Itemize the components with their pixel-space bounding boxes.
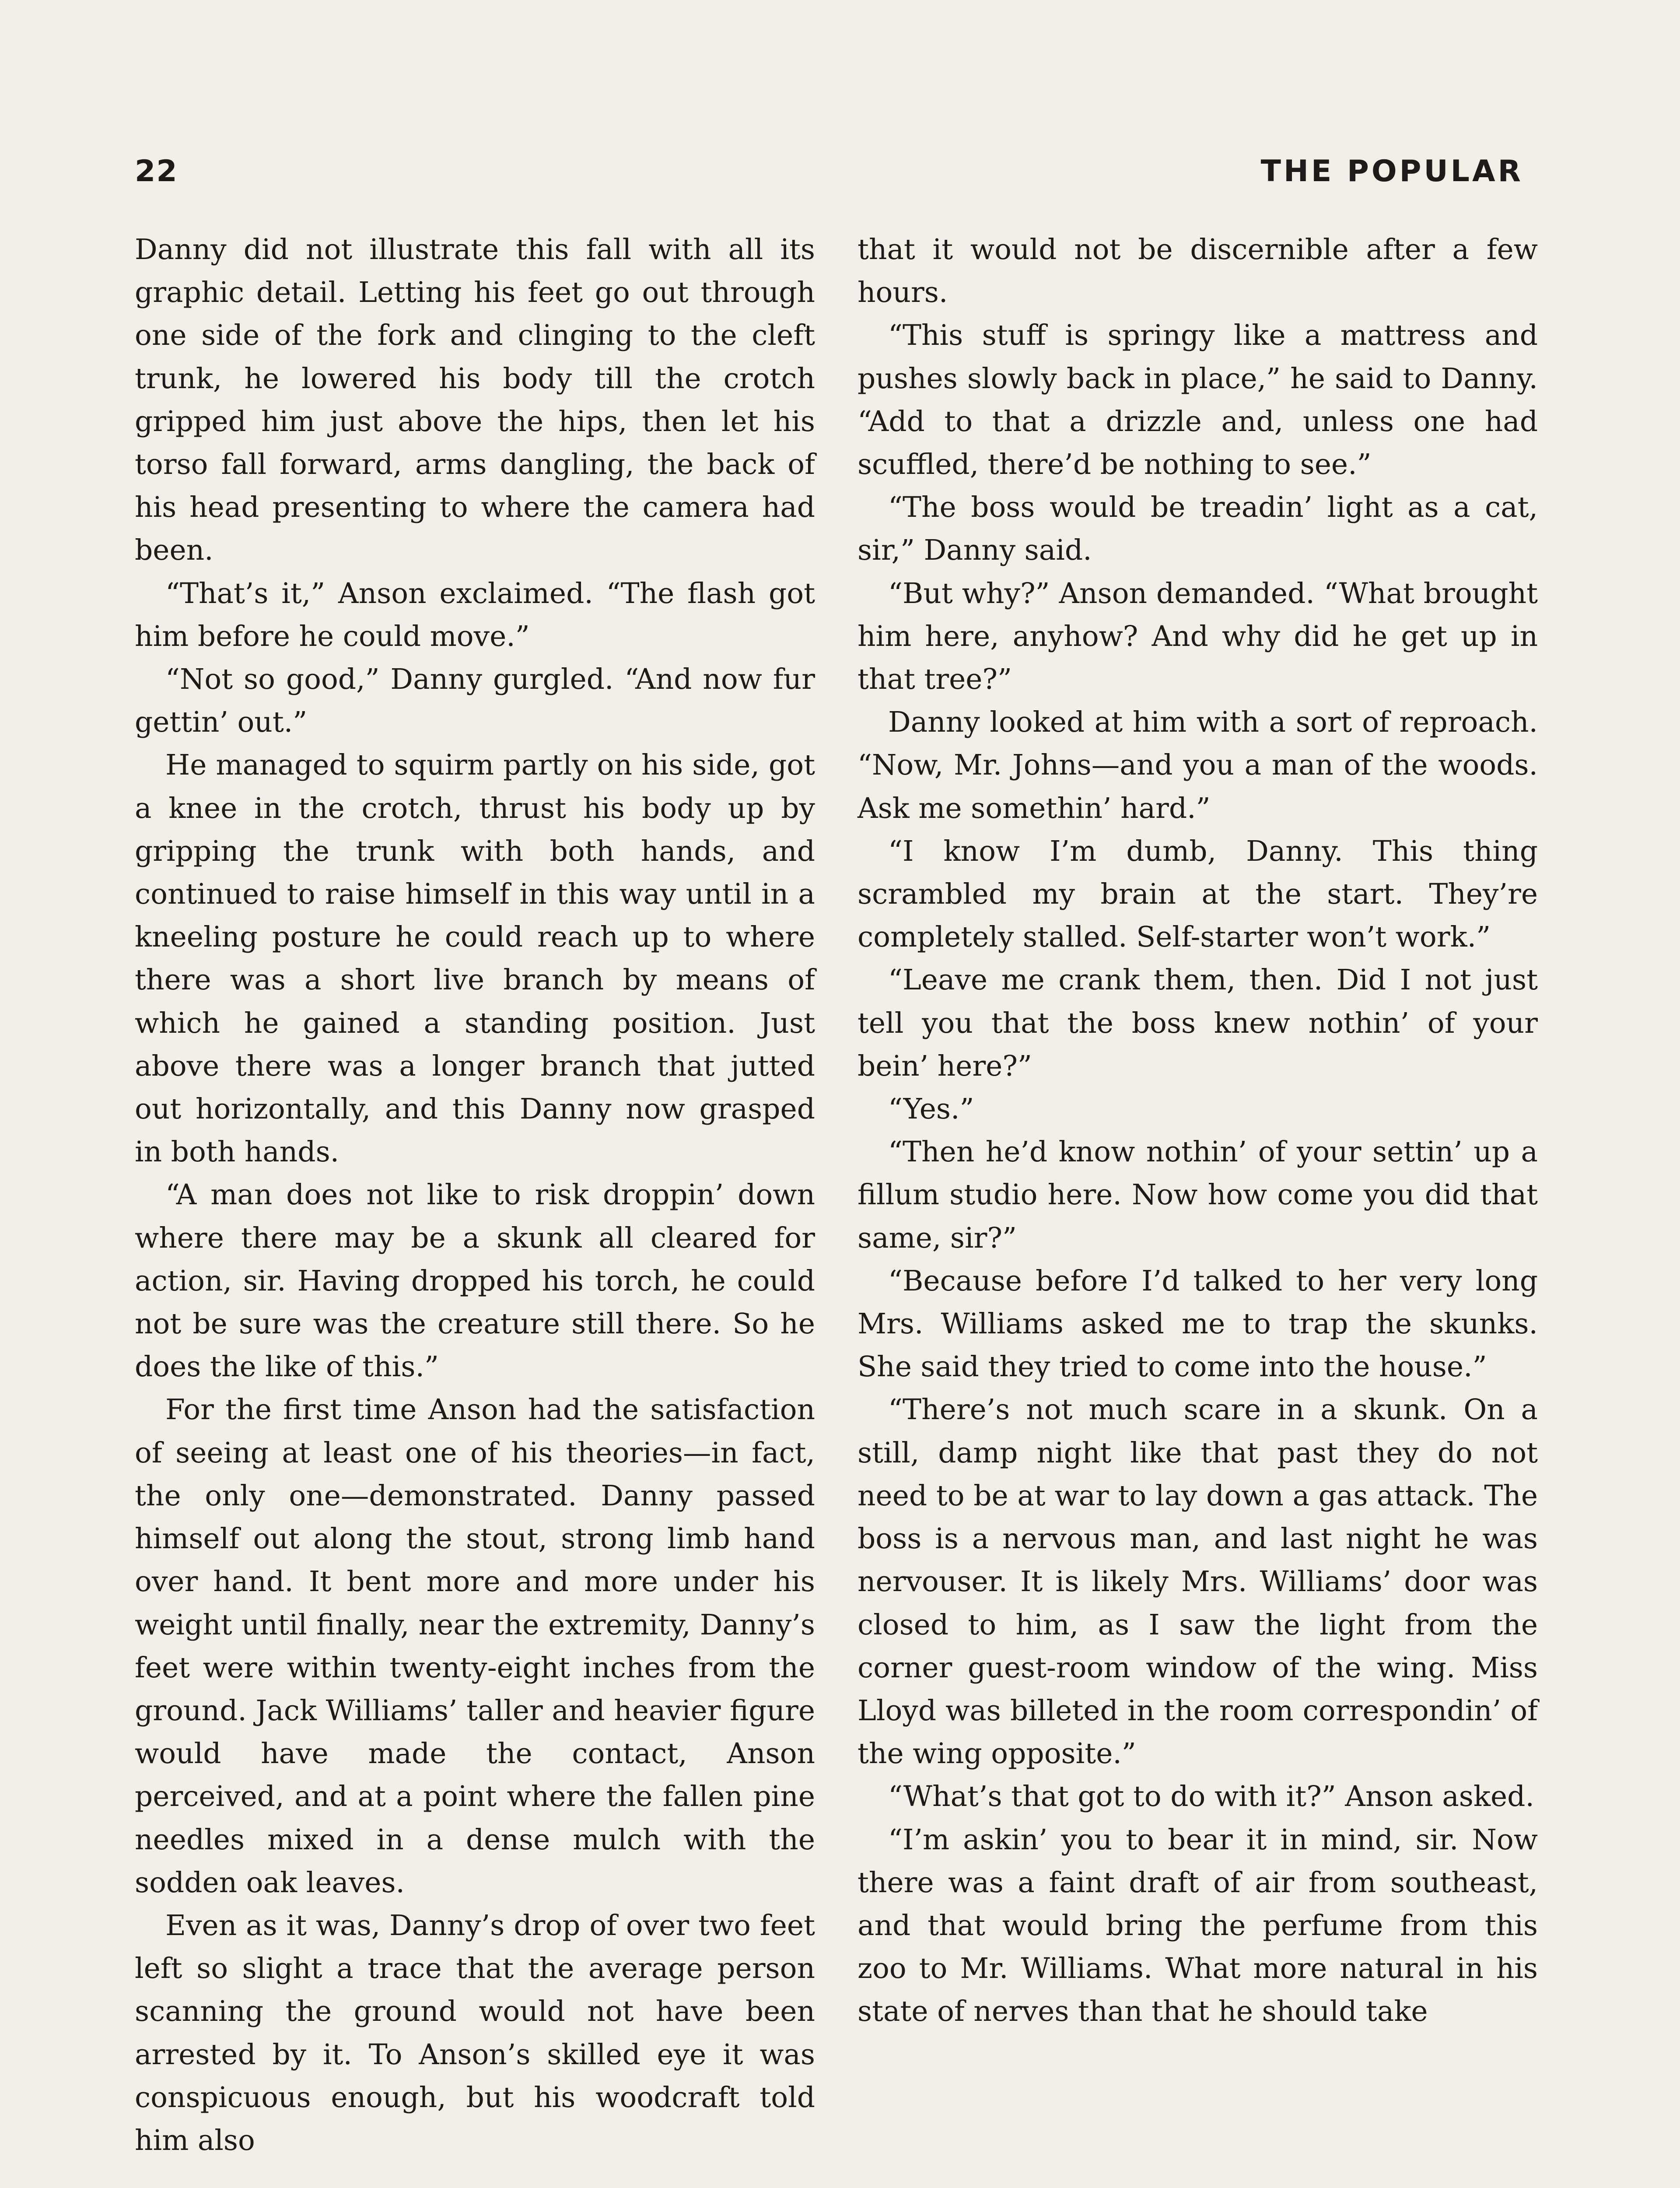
- page-header: [135, 154, 1523, 198]
- paragraph: “Because before I’d talked to her very long Mrs. Williams asked me to trap the skunks. She said they tried to come into the house.”: [858, 1264, 1538, 1384]
- paragraph: He managed to squirm partly on his side, got a knee in the crotch, thrust his body up by gripping the trunk with both hands, and continued to raise himself in this way until in a kneeling posture he could reach up to where there was a short live branch by means of which he gained a standing position. Just above there was a longer branch that jutted out horizontally, and this Danny now grasped in both hands.: [135, 749, 815, 1169]
- paragraph: “The boss would be treadin’ light as a cat, sir,” Danny said.: [858, 491, 1538, 567]
- paragraph: “That’s it,” Anson exclaimed. “The flash got him before he could move.”: [135, 577, 815, 653]
- paragraph: For the first time Anson had the satisfaction of seeing at least one of his theories—in fact, the only one—demonstrated. Danny passed himself out along the stout, strong limb hand over hand. It bent more and more under his weight until finally, near the extremity, Danny’s feet were within twenty-eight inches from the ground. Jack Williams’ taller and heavier figure would have made the contact, Anson perceived, and at a point where the fallen pine needles mixed in a dense mulch with the sodden oak leaves.: [135, 1393, 815, 1899]
- paragraph: “There’s not much scare in a skunk. On a still, damp night like that past they do not need to be at war to lay down a gas attack. The boss is a nervous man, and last night he was nervouser. It is likely Mrs. Williams’ door was closed to him, as I saw the light from the corner guest-room window of the wing. Miss Lloyd was billeted in the room correspondin’ of the wing opposite.”: [858, 1393, 1538, 1771]
- paragraph: Danny looked at him with a sort of reproach. “Now, Mr. Johns—and you a man of the woods. Ask me somethin’ hard.”: [858, 706, 1538, 825]
- paragraph: “What’s that got to do with it?” Anson asked.: [888, 1780, 1534, 1813]
- paragraph: “Leave me crank them, then. Did I not just tell you that the boss knew nothin’ of your bein’ here?”: [858, 964, 1538, 1083]
- paragraph: “Then he’d know nothin’ of your settin’ up a fillum studio here. Now how come you did that same, sir?”: [858, 1136, 1538, 1255]
- paragraph: “I’m askin’ you to bear it in mind, sir. Now there was a faint draft of air from southeast, and that would bring the perfume from this zoo to Mr. Williams. What more natural in his state of nerves than that he should take: [858, 1823, 1538, 2028]
- running-head: THE POPULAR: [1260, 154, 1523, 189]
- paragraph: Danny did not illustrate this fall with all its graphic detail. Letting his feet go out through one side of the fork and clinging to the cleft trunk, he lowered his body till the crotch gripped him just above the hips, then let his torso fall forward, arms dangling, the back of his head presenting to where the camera had been.: [135, 233, 815, 567]
- paragraph: “A man does not like to risk droppin’ down where there may be a skunk all cleared for action, sir. Having dropped his torch, he could not be sure was the creature still there. So he does the like of this.”: [135, 1178, 815, 1384]
- paragraph: “Not so good,” Danny gurgled. “And now fur gettin’ out.”: [135, 663, 815, 739]
- page-number: 22: [135, 154, 178, 189]
- left-column: [135, 228, 815, 2162]
- paragraph: Even as it was, Danny’s drop of over two feet left so slight a trace that the average person scanning the ground would not have been arrested by it. To Anson’s skilled eye it was conspicuous enough, but his woodcraft told him also: [135, 1909, 815, 2157]
- paragraph: “Yes.”: [888, 1093, 974, 1126]
- paragraph: “This stuff is springy like a mattress and pushes slowly back in place,” he said to Danny. “Add to that a drizzle and, unless one had scuffled, there’d be nothing to see.”: [858, 319, 1538, 481]
- paragraph: “I know I’m dumb, Danny. This thing scrambled my brain at the start. They’re completely stalled. Self-starter won’t work.”: [858, 835, 1538, 954]
- paragraph: that it would not be discernible after a few hours.: [858, 233, 1538, 309]
- right-column: [858, 228, 1538, 2034]
- paragraph: “But why?” Anson demanded. “What brought him here, anyhow? And why did he get up in that tree?”: [858, 577, 1538, 696]
